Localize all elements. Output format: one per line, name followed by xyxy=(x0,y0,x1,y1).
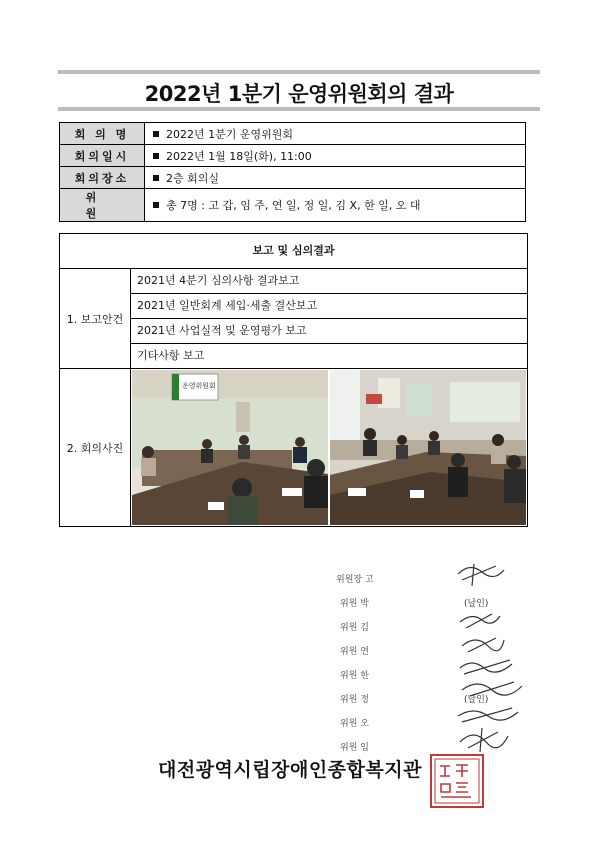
seal-mark: (날인) xyxy=(464,599,489,609)
organization-name: 대전광역시립장애인종합복지관 xyxy=(158,759,422,781)
report-label: 1. 보고안건 xyxy=(60,269,131,368)
page-title: 2022년 1분기 운영위원회의 결과 xyxy=(144,82,454,106)
signature-role: 위원 김 xyxy=(340,623,369,633)
info-row xyxy=(60,167,526,189)
info-row xyxy=(60,145,526,167)
signature-role: 위원장 고 xyxy=(336,575,374,585)
bullet-icon xyxy=(153,202,159,208)
info-label: 회 의 명 xyxy=(60,123,145,145)
meeting-photo-1 xyxy=(132,370,328,525)
meeting-info-table xyxy=(59,122,526,222)
title-rule-bottom xyxy=(58,107,540,111)
meeting-photo-2 xyxy=(330,370,526,525)
signature-role: 위원 정 xyxy=(340,695,369,705)
signature-role: 위원 한 xyxy=(340,671,369,681)
results-header: 보고 및 심의결과 xyxy=(60,234,527,269)
info-row xyxy=(60,189,526,222)
info-row xyxy=(60,123,526,145)
seal-mark: (날인) xyxy=(464,695,489,705)
signature-role: 위원 박 xyxy=(340,599,369,609)
info-value: 총 7명 : 고 갑, 임 주, 연 일, 정 일, 김 X, 한 일, 오 대 xyxy=(166,199,421,212)
photo-label: 2. 회의사진 xyxy=(60,369,131,526)
photo-sign-text: 운영위원회 xyxy=(182,382,216,390)
signature-role: 위원 임 xyxy=(340,743,369,753)
title-rule-top xyxy=(58,70,540,74)
report-items xyxy=(131,269,527,368)
signature-role: 위원 연 xyxy=(340,647,369,657)
photo-row xyxy=(60,368,527,526)
bullet-icon xyxy=(153,153,159,159)
report-row xyxy=(60,269,527,368)
list-item: 2021년 사업실적 및 운영평가 보고 xyxy=(131,319,527,344)
official-seal xyxy=(430,754,484,808)
signature-role: 위원 오 xyxy=(340,719,369,729)
info-label: 회의장소 xyxy=(60,167,145,189)
list-item: 2021년 일반회계 세입·세출 결산보고 xyxy=(131,294,527,319)
info-label: 회의일시 xyxy=(60,145,145,167)
info-value: 2022년 1분기 운영위원회 xyxy=(166,127,293,141)
list-item: 기타사항 보고 xyxy=(137,349,205,362)
meeting-photos xyxy=(131,369,527,526)
info-value: 2022년 1월 18일(화), 11:00 xyxy=(166,149,312,163)
bullet-icon xyxy=(153,131,159,137)
handwritten-signatures xyxy=(452,560,542,760)
info-label: 위 원 xyxy=(60,189,145,222)
bullet-icon xyxy=(153,175,159,181)
results-table xyxy=(59,233,528,527)
info-value: 2층 회의실 xyxy=(166,171,219,185)
list-item: 2021년 4분기 심의사항 결과보고 xyxy=(131,269,527,294)
